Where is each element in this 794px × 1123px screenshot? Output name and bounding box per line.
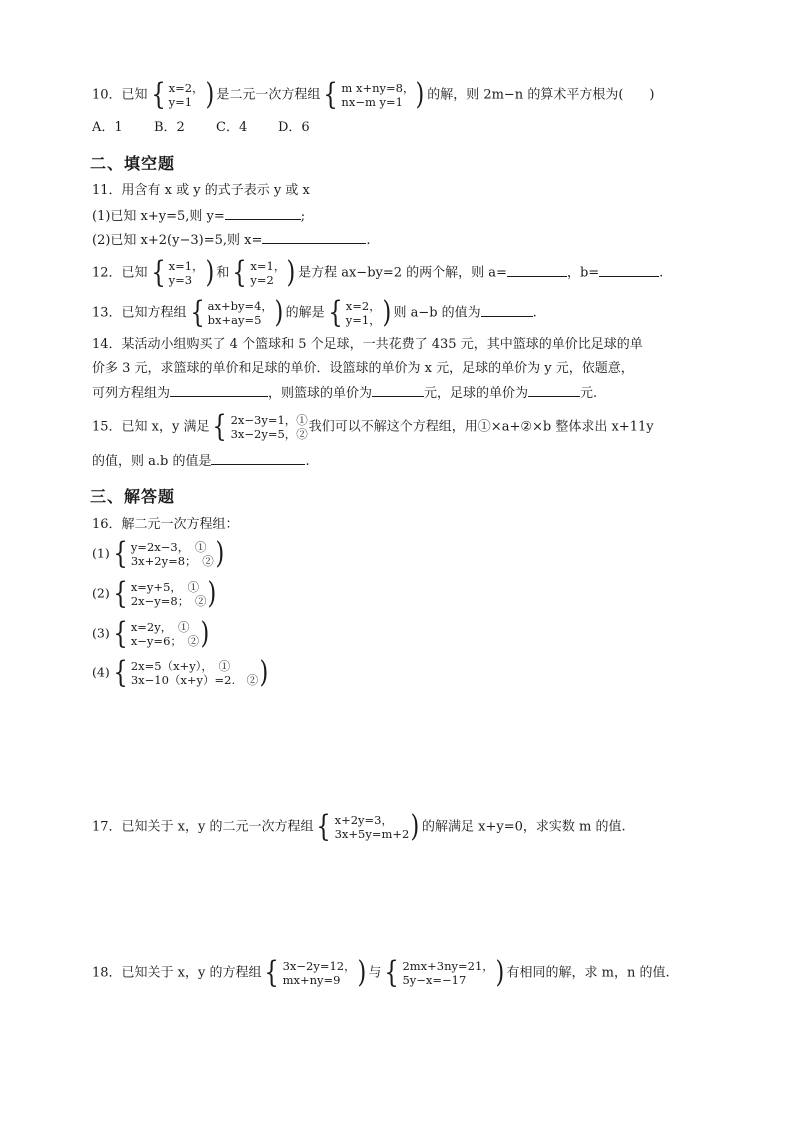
question-16: 16．解二元一次方程组： <box>92 517 239 532</box>
q10-solution-system: { x=2， y=1 ) <box>150 77 214 112</box>
q10-equation-system: { m x+ny=8， nx−m y=1 ) <box>323 77 425 112</box>
question-15: 15．已知 x，y 满足 { 2x−3y=1，① 3x−2y=5，② 我们可以不解这个方程组，用①×a+②×b 整体求出 x+11y <box>92 409 654 444</box>
choice-d[interactable]: D．6 <box>278 120 310 135</box>
question-17: 17．已知关于 x，y 的二元一次方程组 { x+2y=3， 3x+5y=m+2 ) 的解满足 x+y=0，求实数 m 的值. <box>92 809 626 844</box>
question-18: 18．已知关于 x，y 的方程组 { 3x−2y=12， mx+ny=9 ) 与 { 2mx+3ny=21， 5y−x=−17 ) 有相同的解，求 m，n 的值. <box>92 955 670 990</box>
question-14-line-1: 14．某活动小组购买了 4 个篮球和 5 个足球，一共花费了 435 元，其中篮球的单价比足球的单 <box>92 337 643 352</box>
q12-system-1: { x=1， y=3 ) <box>150 255 214 290</box>
q16-part-2: (2) { x=y+5， ① 2x−y=8； ② ) <box>92 576 217 611</box>
section-fill-in-blank-heading: 二、填空题 <box>90 154 176 173</box>
q12-system-2: { x=1， y=2 ) <box>232 255 296 290</box>
choice-a[interactable]: A．1 <box>92 120 123 135</box>
q13-system-1: { ax+by=4， bx+ay=5 ) <box>189 295 284 330</box>
blank-11-2[interactable] <box>262 229 366 244</box>
blank-14-football[interactable] <box>528 382 580 397</box>
section-solve-heading: 三、解答题 <box>90 487 176 506</box>
choice-b[interactable]: B．2 <box>154 120 185 135</box>
blank-13[interactable] <box>481 302 533 317</box>
question-12: 12．已知 { x=1， y=3 ) 和 { x=1， y=2 ) 是方程 ax−by=2 的两个解，则 a= ，b= . <box>92 255 664 290</box>
question-14-line-2: 价多 3 元，求篮球的单价和足球的单价．设篮球的单价为 x 元，足球的单价为 y 元，依题意， <box>92 361 634 376</box>
q17-system: { x+2y=3， 3x+5y=m+2 ) <box>316 809 420 844</box>
blank-14-system[interactable] <box>170 382 268 397</box>
question-11-part-2: (2)已知 x+2(y−3)=5,则 x= . <box>92 229 371 252</box>
q16-part-1: (1) { y=2x−3， ① 3x+2y=8； ② ) <box>92 536 225 571</box>
blank-12-a[interactable] <box>507 262 567 277</box>
q10-number: 10．已知 <box>92 87 148 103</box>
q10-choices <box>92 116 340 135</box>
q18-system-2: { 2mx+3ny=21， 5y−x=−17 ) <box>384 955 505 990</box>
blank-14-basketball[interactable] <box>372 382 424 397</box>
q18-system-1: { 3x−2y=12， mx+ny=9 ) <box>264 955 366 990</box>
q10-middle-text: 是二元一次方程组 <box>216 87 321 103</box>
question-11-part-1: (1)已知 x+y=5,则 y= ; <box>92 205 305 228</box>
blank-11-1[interactable] <box>225 205 301 220</box>
question-14-line-3: 可列方程组为 ，则篮球的单价为 元，足球的单价为 元. <box>92 382 597 405</box>
question-11: 11．用含有 x 或 y 的式子表示 y 或 x <box>92 183 310 198</box>
question-13: 13．已知方程组 { ax+by=4， bx+ay=5 ) 的解是 { x=2， y=1， ) 则 a−b 的值为 . <box>92 295 537 330</box>
choice-c[interactable]: C．4 <box>216 120 248 135</box>
question-15-line-2: 的值，则 a.b 的值是 . <box>92 450 310 473</box>
q16-part-1-system: { y=2x−3， ① 3x+2y=8； ② ) <box>113 536 225 571</box>
q16-part-4: (4) { 2x=5（x+y）， ① 3x−10（x+y）=2. ② ) <box>92 655 269 690</box>
blank-12-b[interactable] <box>599 262 659 277</box>
q16-part-3: (3) { x=2y， ① x−y=6； ② ) <box>92 616 210 651</box>
q16-part-2-system: { x=y+5， ① 2x−y=8； ② ) <box>113 576 217 611</box>
q15-system: { 2x−3y=1，① 3x−2y=5，② <box>212 409 308 444</box>
question-10 <box>92 77 655 112</box>
q13-system-2: { x=2， y=1， ) <box>328 295 391 330</box>
q10-tail-text: 的解，则 2m−n 的算术平方根为( ) <box>427 87 655 103</box>
q16-part-4-system: { 2x=5（x+y）， ① 3x−10（x+y）=2. ② ) <box>113 655 269 690</box>
blank-15[interactable] <box>211 450 305 465</box>
q16-part-3-system: { x=2y， ① x−y=6； ② ) <box>113 616 210 651</box>
